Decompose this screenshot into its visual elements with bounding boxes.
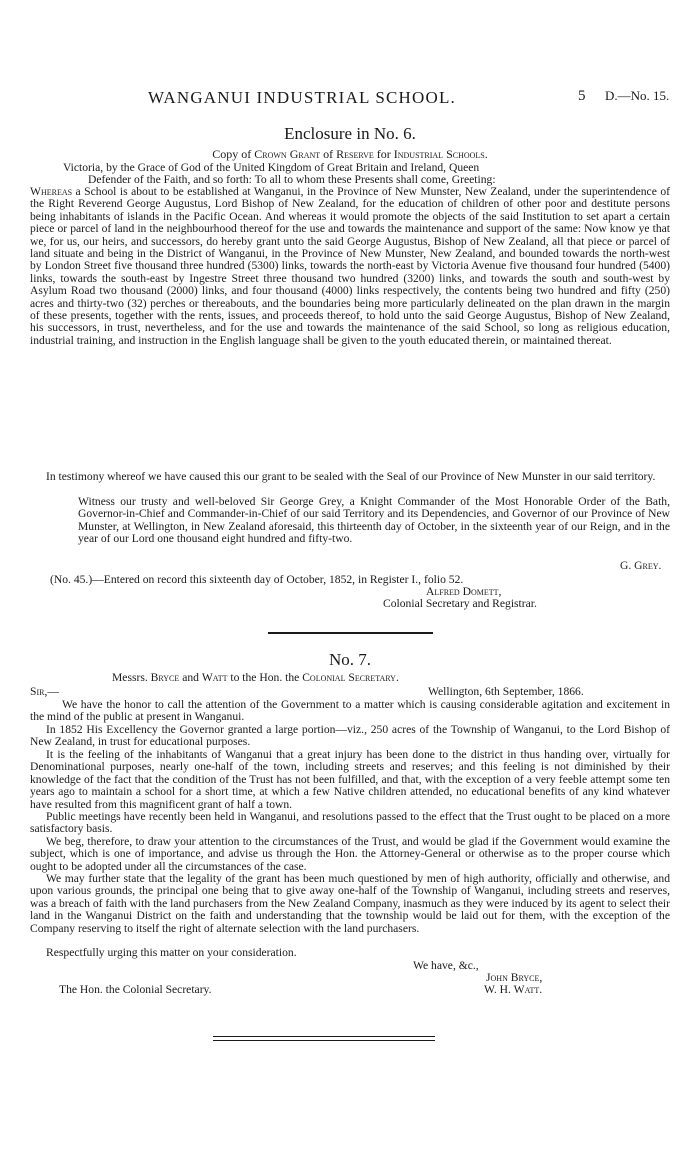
from-to: to the Hon. the bbox=[230, 671, 300, 684]
end-rule-bottom bbox=[213, 1040, 435, 1041]
letter-paragraph-1: We have the honor to call the attention of the Government to a matter which is causing considerable agitation and excitement in the mind of the public at present in Wanganui. bbox=[30, 698, 670, 724]
testimony-paragraph: In testimony whereof we have caused this our grant to be sealed with the Seal of our Province of New Munster in our said territory. bbox=[46, 470, 656, 483]
domett-title: Colonial Secretary and Registrar. bbox=[383, 597, 537, 610]
record-entry: (No. 45.)—Entered on record this sixteenth day of October, 1852, in Register I., folio 52. bbox=[50, 573, 464, 586]
grant-body-text: a School is about to be established at Wanganui, in the Province of New Munster, New Zealand, under the superintendence of the Right Reverend George Augustus, Lord Bishop of New Zealand, for the education of children of other poor and destitute persons being inhabitants of islands in the Pacific Ocean. And whereas it would promote the objects of the said Institution to set apart a certain piece or parcel of land in the neighbourhood thereof for the use and towards the maintenance and support of the same: Now know ye that we, for us, our heirs, and successors, do hereby grant unto the said George Augustus, Bishop of New Zealand, all that piece or parcel of land situate and being in the District of Wanganui, in the Province of New Munster, New Zealand, and bounded towards the north-west by London Street five thousand three hundred (5300) links, towards the north-east by Victoria Avenue five thousand four hundred (5400) links, towards the south-east by Ingestre Street three thousand two hundred (3200) links, and towards the south and south-west by Asylum Road two thousand (2000) links, and four thousand (4000) links respectively, the contents being two hundred and fifty (250) acres and thirty-two (32) perches or thereabouts, and the boundaries being more particularly delineated on the plan drawn in the margin of these presents, together with the rents, issues, and proceeds thereof, to hold unto the said George Augustus, Bishop of New Zealand, his successors, in trust, nevertheless, and for the use and towards the maintenance of the said School, so long as religious education, industrial training, and instruction in the English language shall be given to the youth educated therein, or maintained thereat. bbox=[30, 185, 670, 347]
letter-addressee: The Hon. the Colonial Secretary. bbox=[59, 983, 212, 996]
subheading-reserve: Reserve bbox=[336, 147, 374, 161]
letter-paragraph-7: Respectfully urging this matter on your consideration. bbox=[46, 946, 297, 959]
witness-paragraph: Witness our trusty and well-beloved Sir George Grey, a Knight Commander of the Most Honorable Order of the Bath, Governor-in-Chief and Commander-in-Chief of our said Territory and its Dependencies, and Governor of our Province of New Munster, at Wellington, in New Zealand aforesaid, this thirteenth day of October, in the sixteenth year of our Reign, and in the year of our Lord one thousand eight hundred and fifty-two. bbox=[78, 495, 670, 546]
document-reference: D.—No. 15. bbox=[605, 88, 670, 103]
section-divider bbox=[268, 632, 433, 634]
letter-closing: We have, &c., bbox=[413, 959, 479, 972]
subheading-industrial-schools: Industrial Schools. bbox=[393, 147, 488, 161]
page-number: 5 bbox=[578, 88, 586, 104]
grant-body bbox=[30, 186, 670, 347]
running-title: WANGANUI INDUSTRIAL SCHOOL. bbox=[148, 88, 457, 107]
from-colonial-secretary: Colonial Secretary. bbox=[302, 671, 399, 684]
enclosure-heading: Enclosure in No. 6. bbox=[284, 124, 416, 143]
enclosure-subheading bbox=[0, 147, 700, 162]
letter-paragraph-4: Public meetings have recently been held in Wanganui, and resolutions passed to the effect that the Trust ought to be placed on a more satisfactory basis. bbox=[30, 810, 670, 836]
salutation: Sir,— bbox=[30, 685, 59, 698]
signature-domett: Alfred Domett, bbox=[426, 585, 502, 598]
letter-heading: No. 7. bbox=[328, 650, 372, 669]
letter-paragraph-6: We may further state that the legality of the grant has been much questioned by men of high authority, officially and otherwise, and upon various grounds, the principal one being that to give away one-half of the Township of Wanganui, including streets and reserves, was a breach of faith with the land purchasers from the New Zealand Company, inasmuch as they were induced by its agent to select their land in the Wanganui District on the faith and understanding that the township would be laid out for them, with the exception of the Company reserving to itself the right of alternate selection with the land purchasers. bbox=[30, 872, 670, 935]
from-prefix: Messrs. bbox=[112, 671, 148, 684]
grant-intro-line1: Victoria, by the Grace of God of the United Kingdom of Great Britain and Ireland, Queen bbox=[63, 161, 480, 174]
end-rule-top bbox=[213, 1036, 435, 1037]
whereas-word: Whereas bbox=[30, 185, 73, 198]
signature-grey: G. Grey. bbox=[620, 559, 662, 572]
place-date: Wellington, 6th September, 1866. bbox=[428, 685, 584, 698]
letter-from-line bbox=[112, 672, 399, 684]
subheading-for: for bbox=[376, 147, 391, 161]
letter-paragraph-2: In 1852 His Excellency the Governor granted a large portion—viz., 250 acres of the Township of Wanganui, to the Lord Bishop of New Zealand, in trust for educational purposes. bbox=[30, 723, 670, 749]
subheading-prefix: Copy of bbox=[212, 147, 252, 161]
subheading-of: of bbox=[323, 147, 334, 161]
from-bryce: Bryce bbox=[150, 671, 180, 684]
letter-paragraph-5: We beg, therefore, to draw your attention to the circumstances of the Trust, and would be glad if the Government would examine the subject, which is one of importance, and advise us through the Hon. the Attorney-General or otherwise as to the proper course which ought to be adopted under all the circumstances of the case. bbox=[30, 835, 670, 873]
from-and: and bbox=[182, 671, 199, 684]
subheading-crown-grant: Crown Grant bbox=[254, 147, 321, 161]
signer-bryce: John Bryce, bbox=[486, 971, 543, 984]
page-header bbox=[0, 88, 700, 110]
letter-paragraph-3: It is the feeling of the inhabitants of Wanganui that a great injury has been done to the district in thus handing over, virtually for Denominational purposes, nearly one-half of the town, including streets and reserves; and this feeling is not diminished by their knowledge of the fact that the condition of the Trust has not been fulfilled, and that, with the exception of a very feeble attempt some ten years ago to maintain a school for a short time, at which a few Native children attended, no educational benefits of any kind whatever have resulted from this magnificent grant of half a town. bbox=[30, 748, 670, 811]
from-watt: Watt bbox=[201, 671, 228, 684]
grant-intro-line2: Defender of the Faith, and so forth: To all to whom these Presents shall come, Greeting: bbox=[88, 173, 496, 186]
signer-watt: W. H. Watt. bbox=[484, 983, 543, 996]
